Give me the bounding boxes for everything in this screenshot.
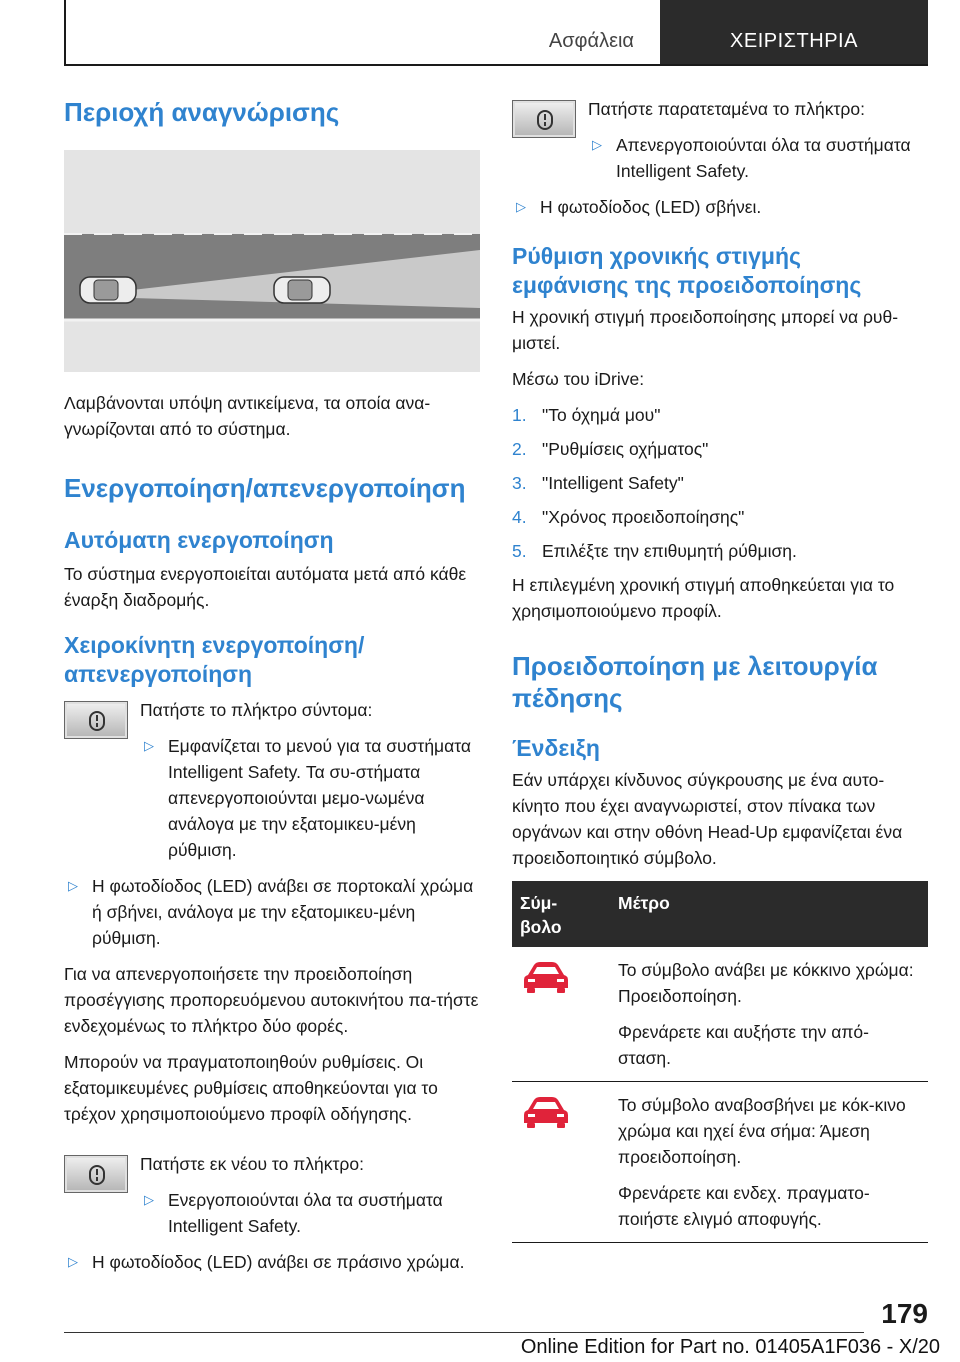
saved-setting-text: Η επιλεγμένη χρονική στιγμή αποθηκεύεται για το χρησιμοποιούμενο προφίλ. (512, 575, 895, 621)
press-long-result-text: Απενεργοποιούνται όλα τα συστήματα Intelligent Safety. (616, 135, 911, 181)
list-item: 4. "Χρόνος προειδοποίησης" (512, 507, 745, 527)
auto-activation-heading: Αυτόματη ενεργοποίηση (64, 527, 334, 553)
led-green-text: Η φωτοδίοδος (LED) ανάβει σε πράσινο χρώμα. (92, 1252, 465, 1272)
triangle-bullet-icon: ▷ (144, 738, 154, 753)
display-heading: Ένδειξη (512, 735, 600, 761)
press-short-result-item (140, 733, 480, 863)
press-again-result-item (140, 1187, 480, 1239)
on-off-heading: Ενεργοποίηση/απενεργοποίηση (64, 473, 466, 503)
led-orange-item (64, 873, 480, 951)
footer-edition-text: Online Edition for Part no. 01405A1F036 - X/20 (520, 1336, 940, 1358)
road-detection-diagram (64, 150, 480, 372)
settings-text: Μπορούν να πραγματοποιηθούν ρυθμίσεις. Οι εξατομικευμένες ρυθμίσεις αποθηκεύονται για το τρέχον χρησιμοποιούμενο προφίλ οδήγησης. (64, 1052, 438, 1124)
detection-range-illustration (64, 150, 480, 372)
display-text: Εάν υπάρχει κίνδυνος σύγκρουσης με ένα αυτο-κίνητο που έχει αναγνωριστεί, στον πίνακα των οργάνων και στην οθόνη Head-Up εμφανίζεται ένα προειδοποιητικό σύμβολο. (512, 770, 903, 868)
manual-activation-heading-line1: Χειροκίνητη ενεργοποίηση/ (64, 632, 365, 658)
list-item: 2. "Ρυθμίσεις οχήματος" (512, 439, 709, 459)
timing-text: Η χρονική στιγμή προειδοποίησης μπορεί να ρυθ-μιστεί. (512, 307, 899, 353)
page-number: 179 (881, 1298, 928, 1329)
red-car-warning-icon (520, 957, 572, 997)
idrive-text: Μέσω του iDrive: (512, 369, 645, 389)
symbol-cell (512, 947, 610, 1082)
detection-range-text: Λαμβάνονται υπόψη αντικείμενα, τα οποία ανα-γνωρίζονται από το σύστημα. (64, 393, 431, 439)
press-short-block (64, 697, 480, 863)
list-item: 5. Επιλέξτε την επιθυμητή ρύθμιση. (512, 541, 797, 561)
press-long-text: Πατήστε παρατεταμένα το πλήκτρο: (588, 99, 865, 119)
press-long-result-item (588, 132, 928, 184)
triangle-bullet-icon: ▷ (144, 1192, 154, 1207)
detection-range-heading: Περιοχή αναγνώρισης (64, 97, 340, 127)
red-car-warning-icon (520, 1092, 572, 1132)
press-again-block (64, 1151, 480, 1239)
brake-warning-heading-line1: Προειδοποίηση με λειτουργία (512, 651, 878, 681)
list-item: 3. "Intelligent Safety" (512, 473, 684, 493)
led-orange-text: Η φωτοδίοδος (LED) ανάβει σε πορτοκαλί χρώμα ή σβήνει, ανάλογα με την εξατομικευ-μένη ρύθμιση. (92, 876, 474, 948)
measure-cell: Το σύμβολο αναβοσβήνει με κόκ-κινο χρώμα και ηχεί ένα σήμα: Άμεση προειδοποίηση. Φρενάρετε και ενδεχ. πραγματο-ποιήστε ελιγμό αποφυγής. (610, 1082, 928, 1243)
symbol-column-header: Σύμ- βολο (512, 881, 610, 947)
timing-heading-line1: Ρύθμιση χρονικής στιγμής (512, 243, 801, 269)
table-header-row (512, 881, 928, 947)
press-short-result-text: Εμφανίζεται το μενού για τα συστήματα Intelligent Safety. Τα συ-στήματα απενεργοποιούνται μεμο-νωμένα ανάλογα με την εξατομικευ-μένη ρύθμιση. (168, 736, 472, 860)
press-long-block (512, 96, 928, 184)
triangle-bullet-icon: ▷ (592, 137, 602, 152)
intelligent-safety-button-icon (64, 701, 128, 739)
measure-cell: Το σύμβολο ανάβει με κόκκινο χρώμα: Προειδοποίηση. Φρενάρετε και αυξήστε την από-σταση. (610, 947, 928, 1082)
press-again-text: Πατήστε εκ νέου το πλήκτρο: (140, 1154, 364, 1174)
triangle-bullet-icon: ▷ (516, 199, 526, 214)
led-off-item (512, 194, 928, 220)
table-row (512, 947, 928, 1082)
vehicle-ahead-icon (274, 277, 330, 303)
header-chapter-tab: ΧΕΙΡΙΣΤΗΡΙΑ (660, 0, 928, 66)
header-section-title: Ασφάλεια (548, 30, 634, 52)
right-column (512, 96, 928, 1243)
press-short-text: Πατήστε το πλήκτρο σύντομα: (140, 700, 373, 720)
triangle-bullet-icon: ▷ (68, 878, 78, 893)
header-rule (64, 64, 928, 66)
approach-warning-text: Για να απενεργοποιήσετε την προειδοποίηση προσέγγισης προπορευόμενου αυτοκινήτου πα-τήστε ενδεχομένως το πλήκτρο δύο φορές. (64, 964, 479, 1036)
table-row (512, 1082, 928, 1243)
left-column (64, 96, 480, 1285)
idrive-steps-list (512, 402, 928, 564)
auto-activation-text: Το σύστημα ενεργοποιείται αυτόματα μετά από κάθε έναρξη διαδρομής. (64, 564, 467, 610)
list-item: 1. "Το όχημά μου" (512, 405, 661, 425)
symbol-cell (512, 1082, 610, 1243)
press-again-result-text: Ενεργοποιούνται όλα τα συστήματα Intelligent Safety. (168, 1190, 443, 1236)
measure-column-header: Μέτρο (610, 881, 928, 947)
led-off-text: Η φωτοδίοδος (LED) σβήνει. (540, 197, 762, 217)
intelligent-safety-button-icon (512, 100, 576, 138)
intelligent-safety-button-icon (64, 1155, 128, 1193)
manual-activation-heading-line2: απενεργοποίηση (64, 661, 253, 687)
footer-rule (64, 1332, 864, 1333)
triangle-bullet-icon: ▷ (68, 1254, 78, 1269)
brake-warning-heading-line2: πέδησης (512, 683, 623, 713)
own-car-icon (80, 277, 136, 303)
warning-symbol-table (512, 881, 928, 1243)
timing-heading-line2: εμφάνισης της προειδοποίησης (512, 272, 862, 298)
led-green-item (64, 1249, 480, 1275)
